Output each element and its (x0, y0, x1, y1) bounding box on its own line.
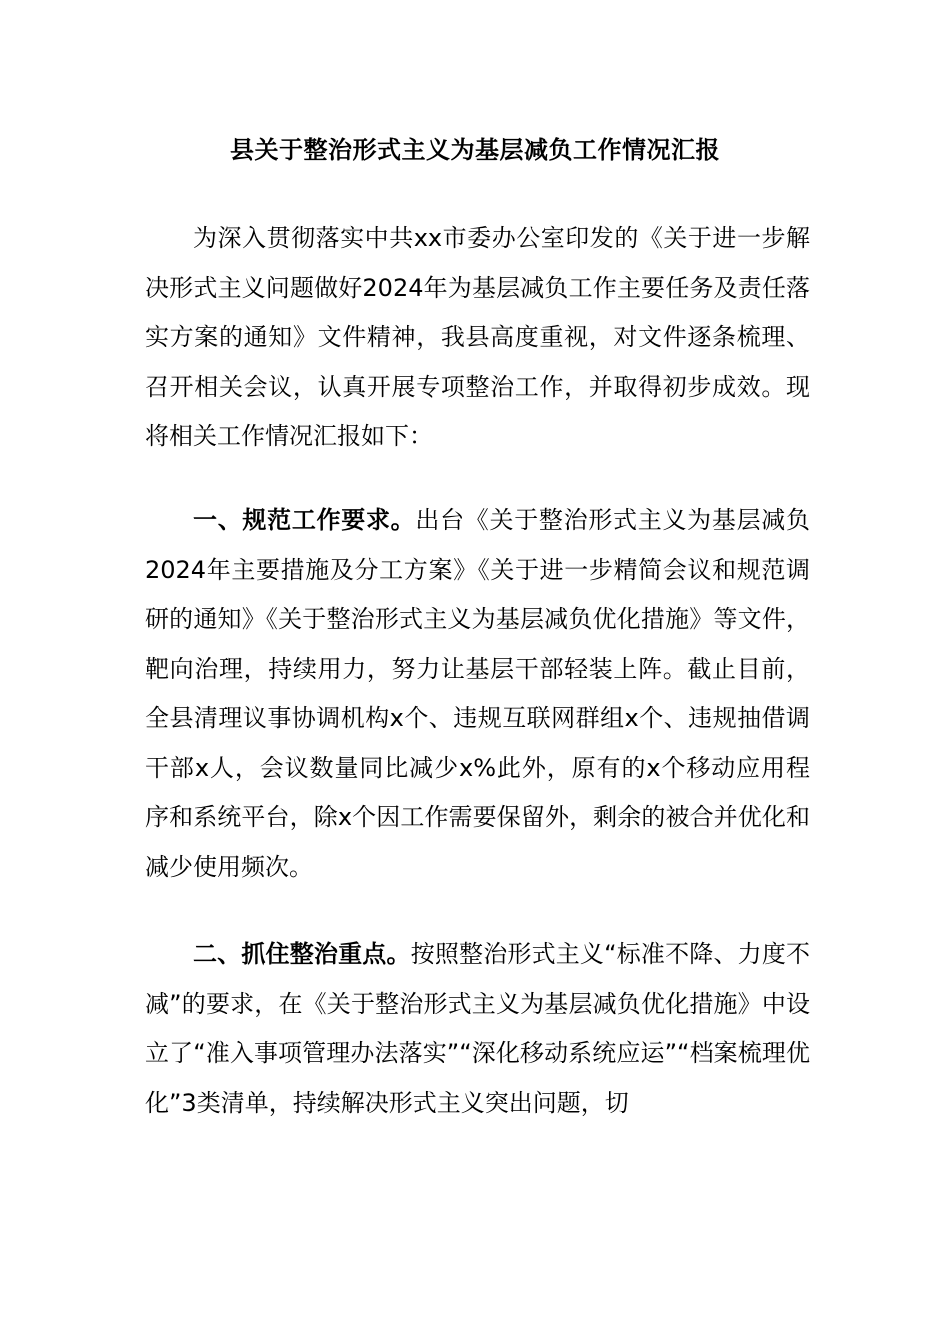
section-two-text: 按照整治形式主义“标准不降、力度不减”的要求，在《关于整治形式主义为基层减负优化措施》中设立了“准入事项管理办法落实”“深化移动系统应运”“档案梳理优化”3类清单，持续解决形式主义突出问题，切 (145, 940, 811, 1117)
section-one-heading: 一、规范工作要求。 (193, 506, 416, 534)
intro-paragraph-text: 为深入贯彻落实中共xx市委办公室印发的《关于进一步解决形式主义问题做好2024年为基层减负工作主要任务及责任落实方案的通知》文件精神，我县高度重视，对文件逐条梳理、召开相关会议，认真开展专项整治工作，并取得初步成效。现将相关工作情况汇报如下： (145, 224, 810, 450)
section-two-paragraph (145, 930, 810, 1128)
intro-paragraph (145, 214, 810, 462)
document-title: 县关于整治形式主义为基层减负工作情况汇报 (230, 136, 720, 164)
section-one-paragraph (145, 496, 810, 892)
section-two-heading: 二、抓住整治重点。 (193, 940, 411, 968)
section-one-text: 出台《关于整治形式主义为基层减负2024年主要措施及分工方案》《关于进一步精简会议和规范调研的通知》《关于整治形式主义为基层减负优化措施》等文件，靶向治理，持续用力，努力让基层干部轻装上阵。截止目前，全县清理议事协调机构x个、违规互联网群组x个、违规抽借调干部x人，会议数量同比减少x%此外，原有的x个移动应用程序和系统平台，除x个因工作需要保留外，剩余的被合并优化和减少使用频次。 (145, 506, 810, 881)
